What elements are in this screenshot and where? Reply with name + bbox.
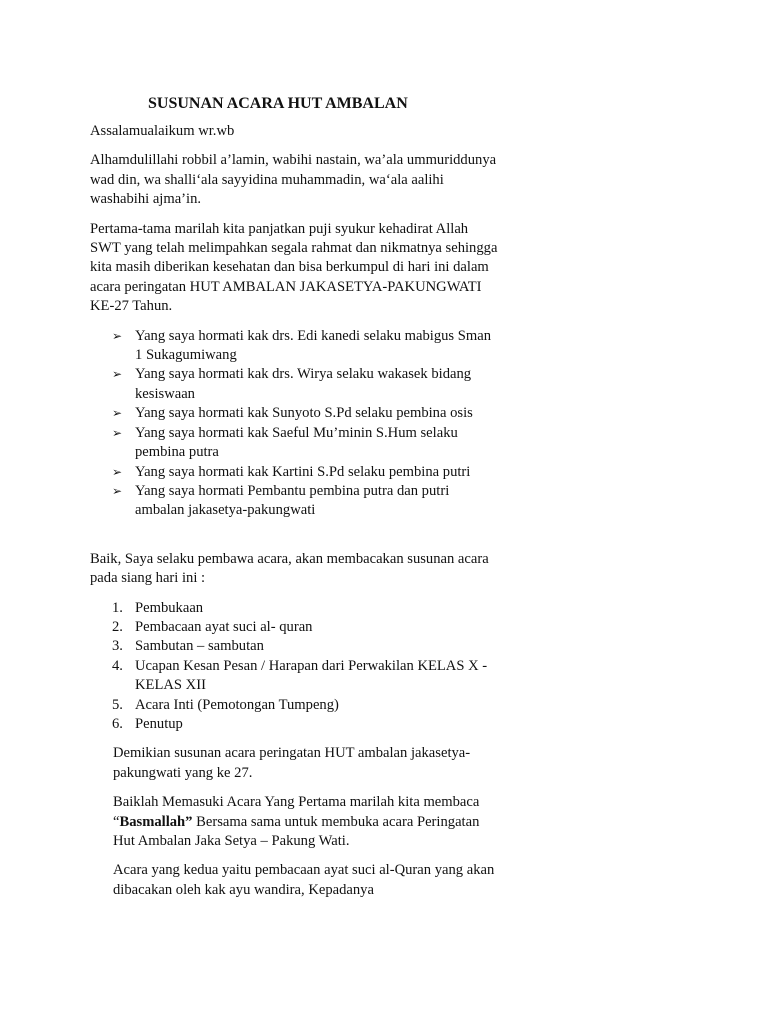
agenda-item bbox=[90, 599, 500, 618]
list-item-text: Yang saya hormati kak Sunyoto S.Pd selaku pembina osis bbox=[135, 405, 473, 422]
agenda-item-text: Acara Inti (Pemotongan Tumpeng) bbox=[135, 696, 339, 713]
agenda-item-number: 5. bbox=[112, 696, 123, 713]
agenda-list bbox=[90, 599, 500, 735]
closing-agenda-paragraph: Demikian susunan acara peringatan HUT ambalan jakasetya-pakungwati yang ke 27. bbox=[113, 745, 471, 781]
opening-prayer-paragraph: Alhamdulillahi robbil a’lamin, wabihi nastain, wa’ala ummuriddunya wad din, wa shalli‘ala sayyidina muhammadin, wa‘ala aalihi washabihi ajma’in. bbox=[90, 152, 497, 208]
first-event-text-after: Bersama sama untuk membuka acara Peringatan Hut Ambalan Jaka Setya – Pakung Wati. bbox=[113, 813, 480, 849]
list-item bbox=[90, 424, 500, 463]
agenda-item-number: 2. bbox=[112, 618, 123, 635]
second-event-paragraph: Acara yang kedua yaitu pembacaan ayat suci al-Quran yang akan dibacakan oleh kak ayu wandira, Kepadanya bbox=[113, 862, 495, 898]
arrow-bullet-icon: ➢ bbox=[112, 464, 123, 479]
list-item bbox=[90, 365, 500, 404]
arrow-bullet-icon: ➢ bbox=[112, 483, 123, 498]
agenda-item bbox=[90, 696, 500, 715]
list-item-text: Yang saya hormati kak drs. Wirya selaku wakasek bidang kesiswaan bbox=[135, 366, 472, 402]
list-item bbox=[90, 482, 500, 521]
agenda-item bbox=[90, 657, 500, 696]
list-item bbox=[90, 463, 500, 482]
first-event-text-before: Baiklah Memasuki Acara Yang Pertama marilah kita membaca “ bbox=[113, 794, 480, 830]
agenda-item-number: 6. bbox=[112, 715, 123, 732]
agenda-item-text: Ucapan Kesan Pesan / Harapan dari Perwakilan KELAS X - KELAS XII bbox=[135, 657, 488, 694]
agenda-item-number: 1. bbox=[112, 599, 123, 616]
arrow-bullet-icon: ➢ bbox=[112, 328, 123, 343]
agenda-item-number: 3. bbox=[112, 638, 123, 655]
blank-line bbox=[90, 521, 500, 550]
first-event-paragraph bbox=[90, 793, 500, 851]
agenda-item bbox=[90, 637, 500, 656]
list-item bbox=[90, 327, 500, 366]
agenda-intro-paragraph: Baik, Saya selaku pembawa acara, akan membacakan susunan acara pada siang hari ini : bbox=[90, 550, 489, 587]
arrow-bullet-icon: ➢ bbox=[112, 367, 123, 382]
agenda-item-text: Penutup bbox=[135, 715, 183, 732]
arrow-bullet-icon: ➢ bbox=[112, 425, 123, 440]
gratitude-paragraph: Pertama-tama marilah kita panjatkan puji syukur kehadirat Allah SWT yang telah melimpahkan segala rahmat dan nikmatnya sehingga kita masih diberikan kesehatan dan bisa berkumpul di hari ini dalam acara peringatan HUT AMBALAN JAKASETYA-PAKUNGWATI KE-27 Tahun. bbox=[90, 220, 498, 315]
list-item-text: Yang saya hormati kak drs. Edi kanedi selaku mabigus Sman 1 Sukagumiwang bbox=[135, 327, 492, 364]
document-body bbox=[90, 94, 500, 910]
list-item bbox=[90, 404, 500, 423]
document-title: SUSUNAN ACARA HUT AMBALAN bbox=[148, 95, 408, 112]
agenda-item bbox=[90, 715, 500, 734]
agenda-item-text: Pembukaan bbox=[135, 599, 204, 616]
agenda-item-text: Pembacaan ayat suci al- quran bbox=[135, 618, 313, 635]
list-item-text: Yang saya hormati Pembantu pembina putra dan putri ambalan jakasetya-pakungwati bbox=[135, 482, 450, 519]
agenda-item-number: 4. bbox=[112, 657, 123, 674]
basmallah-emphasis: Basmallah” bbox=[119, 813, 193, 830]
respected-guests-list bbox=[90, 327, 500, 521]
agenda-item-text: Sambutan – sambutan bbox=[135, 638, 264, 655]
list-item-text: Yang saya hormati kak Kartini S.Pd selaku pembina putri bbox=[135, 463, 471, 480]
agenda-item bbox=[90, 618, 500, 637]
list-item-text: Yang saya hormati kak Saeful Mu’minin S.Hum selaku pembina putra bbox=[135, 424, 458, 461]
greeting: Assalamualaikum wr.wb bbox=[90, 123, 235, 139]
arrow-bullet-icon: ➢ bbox=[112, 406, 123, 421]
